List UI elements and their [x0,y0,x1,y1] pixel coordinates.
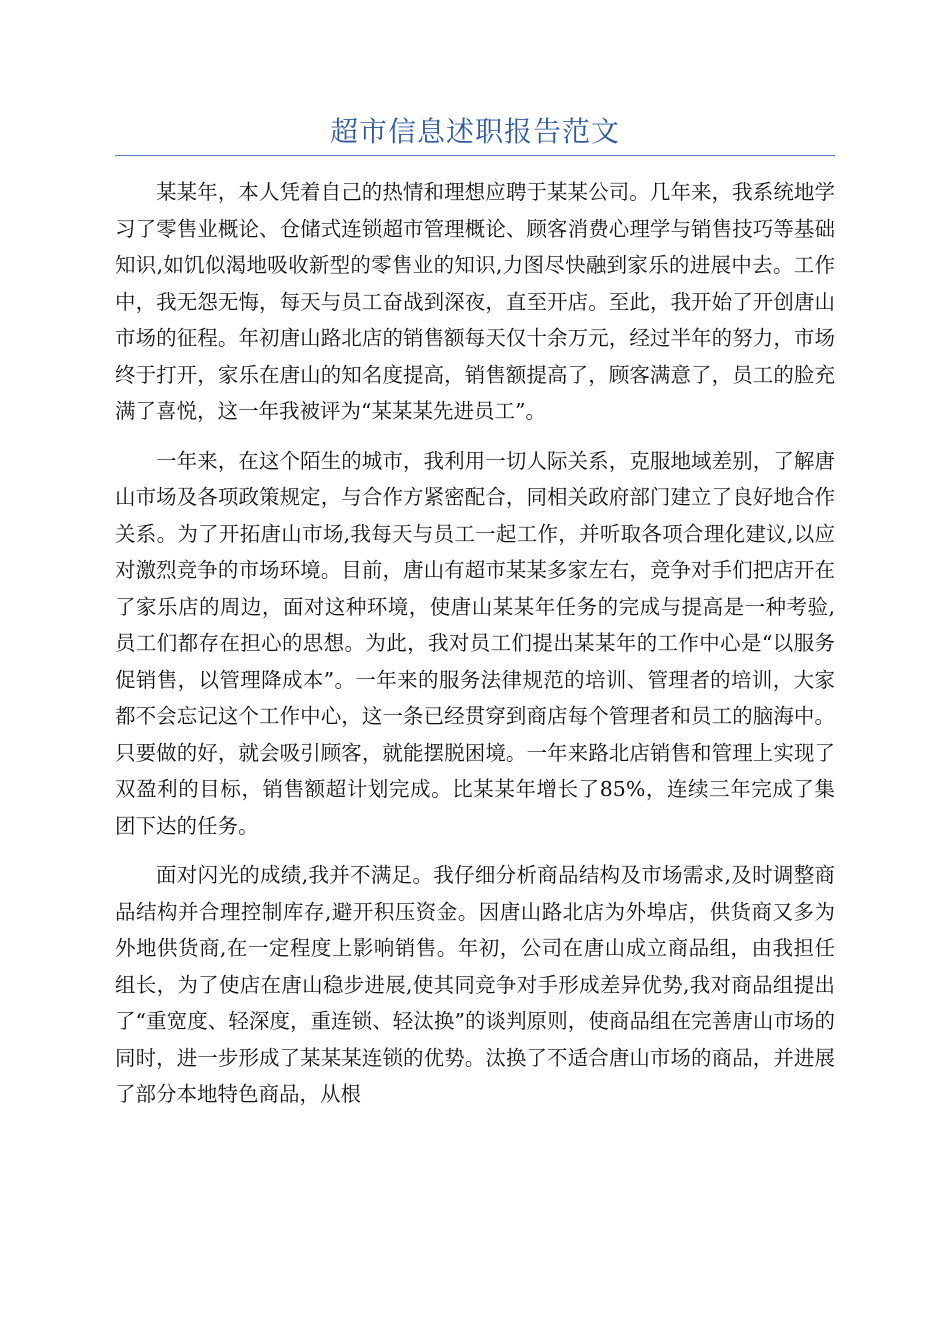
paragraph: 一年来，在这个陌生的城市，我利用一切人际关系，克服地域差别，了解唐山市场及各项政策规定，与合作方紧密配合，同相关政府部门建立了良好地合作关系。为了开拓唐山市场,我每天与员工一起工作，并听取各项合理化建议,以应对激烈竞争的市场环境。目前，唐山有超市某某多家左右，竞争对手们把店开在了家乐店的周边，面对这种环境，使唐山某某年任务的完成与提高是一种考验,员工们都存在担心的思想。为此，我对员工们提出某某年的工作中心是“以服务促销售，以管理降成本”。一年来的服务法律规范的培训、管理者的培训，大家都不会忘记这个工作中心，这一条已经贯穿到商店每个管理者和员工的脑海中。只要做的好，就会吸引顾客，就能摆脱困境。一年来路北店销售和管理上实现了双盈利的目标，销售额超计划完成。比某某年增长了85%，连续三年完成了集团下达的任务。 [115,448,835,838]
paragraph: 面对闪光的成绩,我并不满足。我仔细分析商品结构及市场需求,及时调整商品结构并合理控制库存,避开积压资金。因唐山路北店为外埠店，供货商又多为外地供货商,在一定程度上影响销售。年初，公司在唐山成立商品组，由我担任组长，为了使店在唐山稳步进展,使其同竞争对手形成差异优势,我对商品组提出了“重宽度、轻深度，重连锁、轻汰换”的谈判原则，使商品组在完善唐山市场的同时，进一步形成了某某某连锁的优势。汰换了不适合唐山市场的商品，并进展了部分本地特色商品，从根 [115,863,835,1106]
title-underline [115,155,835,156]
document-body [115,174,835,1126]
page-title: 超市信息述职报告范文 [329,115,620,148]
paragraph: 某某年，本人凭着自己的热情和理想应聘于某某公司。几年来，我系统地学习了零售业概论、仓储式连锁超市管理概论、顾客消费心理学与销售技巧等基础知识,如饥似渴地吸收新型的零售业的知识,力图尽快融到家乐的进展中去。工作中，我无怨无悔，每天与员工奋战到深夜，直至开店。至此，我开始了开创唐山市场的征程。年初唐山路北店的销售额每天仅十余万元，经过半年的努力，市场终于打开，家乐在唐山的知名度提高，销售额提高了，顾客满意了，员工的脸充满了喜悦，这一年我被评为“某某某先进员工”。 [115,180,835,423]
